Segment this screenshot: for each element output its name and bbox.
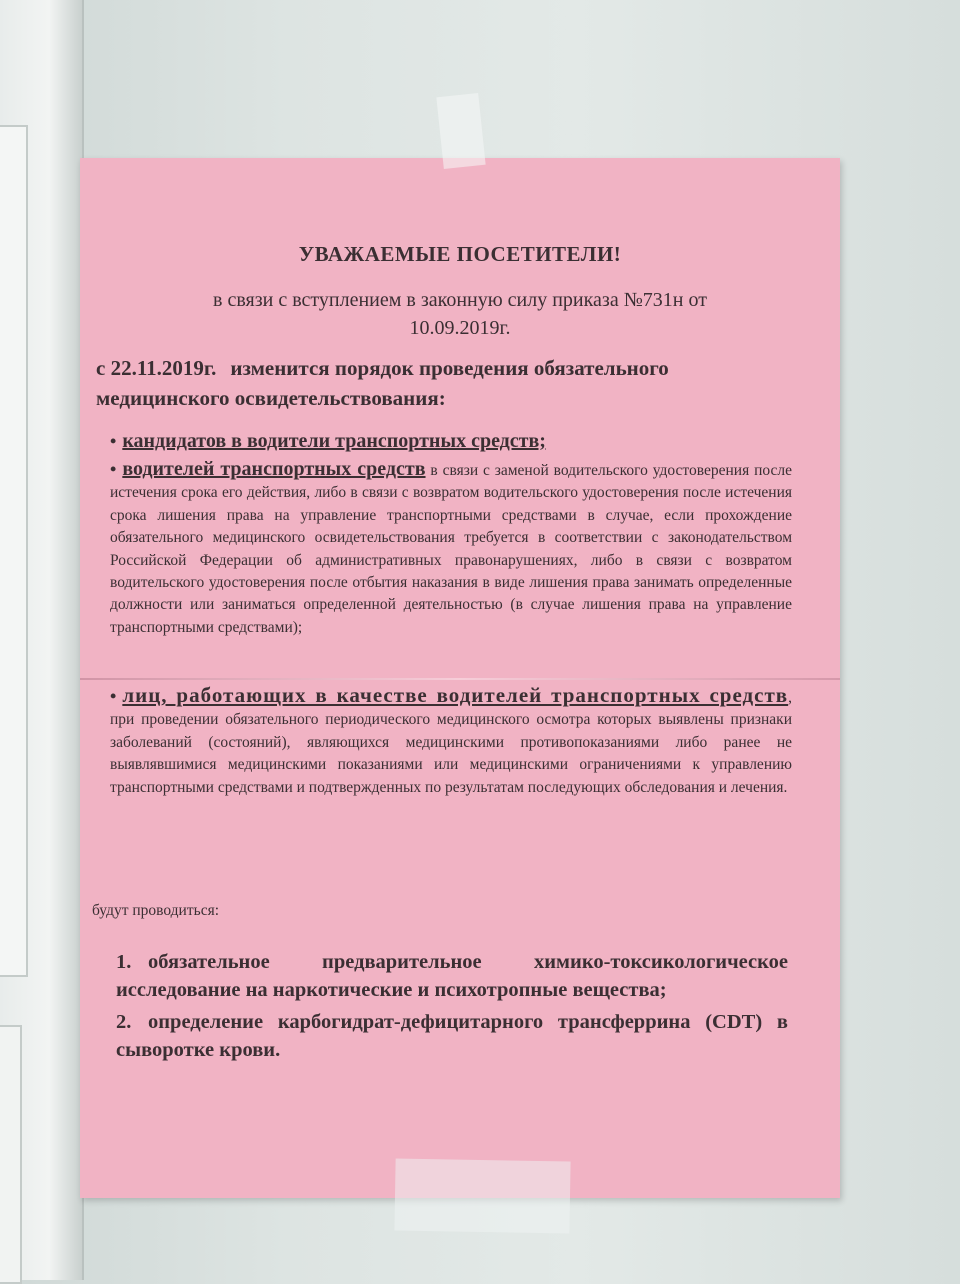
- bullet-dot: •: [110, 431, 117, 451]
- list-item: [116, 948, 788, 1004]
- item-number: 1.: [116, 951, 132, 973]
- bullet-candidates: [110, 430, 792, 453]
- bullet-head: лиц, работающих в качестве водителей транспортных средств: [122, 683, 789, 707]
- intro-date: с 22.11.2019г.: [96, 356, 217, 380]
- item-number: 2.: [116, 1011, 132, 1033]
- bullet-body: в связи с заменой водительского удостоверения после истечения срока его действия, либо в связи с возвратом водительского удостоверения после истечения срока лишения права на управление транспортными средствами в случае, если прохождение обязательного медицинского освидетельствования требуется в соответствии с законодательством Российской Федерации об административных правонарушениях, либо в связи с возвратом водительского удостоверения после отбытия наказания в виде лишения права занимать определенные должности или заниматься определенной деятельностью (в случае лишения права на управление транспортными средствами);: [110, 462, 792, 636]
- intro-paragraph: [96, 353, 796, 413]
- bullet-drivers: [110, 458, 792, 639]
- numbered-list: [116, 948, 788, 1068]
- will-be-text: будут проводиться:: [92, 902, 220, 919]
- item-text: определение карбогидрат-дефицитарного трансферрина (CDT) в сыворотке крови.: [116, 1011, 788, 1061]
- bullet-head: кандидатов в водители транспортных средств;: [122, 430, 546, 452]
- list-item: [116, 1008, 788, 1064]
- notice-sheet: [80, 158, 840, 1198]
- bullet-working-drivers: [110, 684, 792, 799]
- bullet-dot: •: [110, 459, 117, 479]
- subtitle-line-1: в связи с вступлением в законную силу приказа №731н от: [213, 289, 707, 311]
- bullet-dot: •: [110, 686, 117, 706]
- bullet-head: водителей транспортных средств: [122, 458, 426, 480]
- intro-text: изменится порядок проведения обязательного медицинского освидетельствования:: [96, 356, 669, 410]
- notice-title: УВАЖАЕМЫЕ ПОСЕТИТЕЛИ!: [298, 242, 622, 266]
- tape-bottom: [394, 1158, 570, 1233]
- notice-subtitle: [130, 286, 790, 342]
- paper-fold: [80, 678, 840, 680]
- door-panel: [0, 125, 28, 977]
- item-text: обязательное предварительное химико-токсикологическое исследование на наркотические и психотропные вещества;: [116, 951, 788, 1001]
- subtitle-line-2: 10.09.2019г.: [409, 317, 511, 339]
- tape-top: [436, 93, 485, 169]
- bullet-body: , при проведении обязательного периодического медицинского осмотра которых выявлены признаки заболеваний (состояний), являющихся медицинскими противопоказаниями либо ранее не выявлявшимися медицинскими показаниями или медицинскими ограничениями к управлению транспортными средствами и подтвержденных по результатам последующих обследования и лечения.: [110, 689, 792, 796]
- door-panel-lower: [0, 1025, 22, 1284]
